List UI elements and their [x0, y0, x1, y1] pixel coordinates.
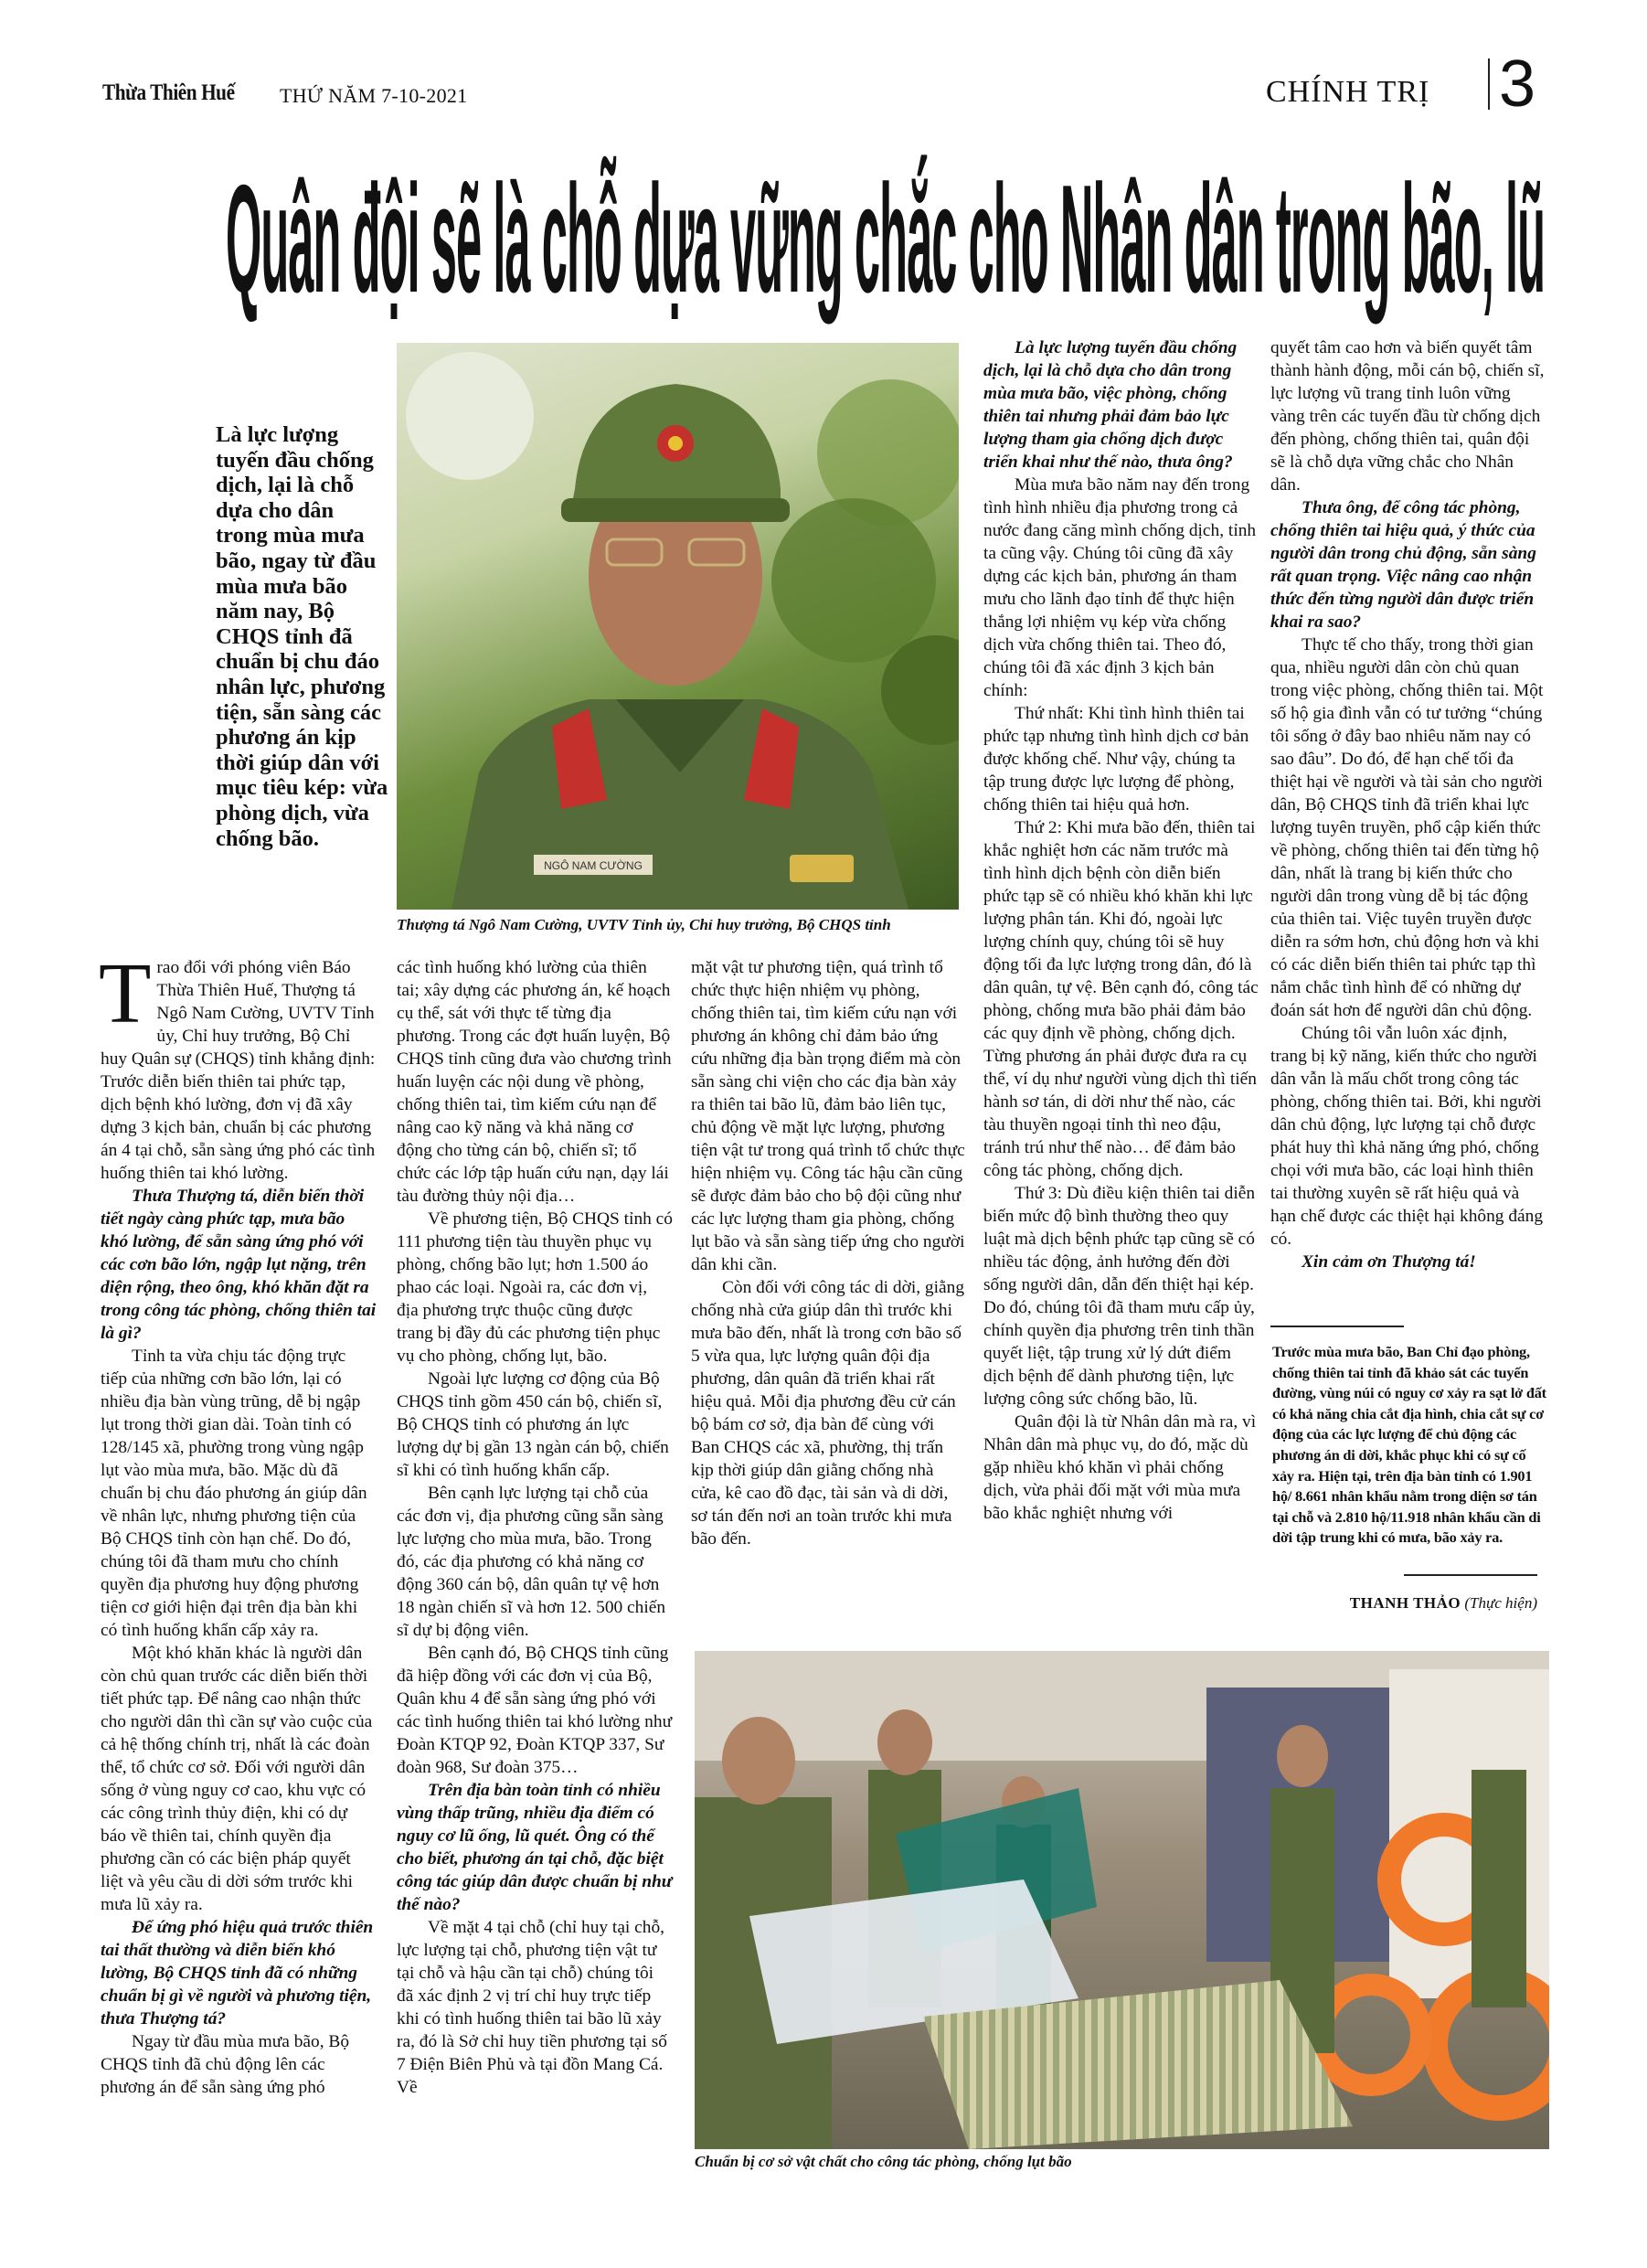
answer-paragraph: Còn đối với công tác di dời, giằng chống nhà cửa giúp dân thì trước khi mưa bão đến, nhất là trong cơn bão số 5 vừa qua, lực lượng quân đội địa phương, dân quân đã triển khai rất hiệu quả. Mỗi địa phương đều cử cán bộ bám cơ sở, địa bàn để cùng với Ban CHQS các xã, phường, thị trấn kịp thời giúp dân giằng chống nhà cửa, kê cao đồ đạc, tài sản và di dời, sơ tán đến nơi an toàn trước khi mưa bão đến. — [691, 1278, 965, 1549]
answer-paragraph: Chúng tôi vẫn luôn xác định, trang bị kỹ năng, kiến thức cho người dân vẫn là mấu chốt trong công tác phòng, chống thiên tai. Bởi, khi người dân chủ động, lực lượng tại chỗ được phát huy thì khả năng ứng phó, chống chọi với mưa bão, các loại hình thiên tai thường xuyên sẽ rất hiệu quả và hạn chế được các thiệt hại không đáng có. — [1270, 1024, 1544, 1249]
answer-paragraph: Ngoài lực lượng cơ động của Bộ CHQS tỉnh gồm 450 cán bộ, chiến sĩ, Bộ CHQS tỉnh có phương án lực lượng dự bị gần 13 ngàn cán bộ, chiến sĩ khi có tình huống khẩn cấp. — [397, 1369, 669, 1480]
newspaper-name: Thừa Thiên Huế — [102, 80, 235, 105]
answer-paragraph: Ngay từ đầu mùa mưa bão, Bộ CHQS tỉnh đã chủ động lên các phương án để sẵn sàng ứng phó — [101, 2032, 350, 2097]
byline-role: (Thực hiện) — [1464, 1594, 1537, 1612]
article-column-4 — [983, 336, 1259, 1525]
answer-paragraph: Quân đội là từ Nhân dân mà ra, vì Nhân dân mà phục vụ, do đó, mặc dù gặp nhiều khó khăn vì phải chống dịch, vừa phải đối mặt với mùa mưa bão khắc nghiệt nhưng với — [983, 1412, 1257, 1523]
answer-paragraph: Về mặt 4 tại chỗ (chỉ huy tại chỗ, lực lượng tại chỗ, phương tiện vật tư tại chỗ và hậu cần tại chỗ) chúng tôi đã xác định 2 vị trí chỉ huy trực tiếp khi có tình huống thiên tai bão lũ xảy ra, đó là Sở chỉ huy tiền phương tại số 7 Điện Biên Phủ và tại đồn Mang Cá. Về — [397, 1918, 667, 2097]
answer-paragraph: Mùa mưa bão năm nay đến trong tình hình nhiều địa phương trong cả nước đang căng mình chống dịch, tỉnh ta cũng vậy. Chúng tôi cũng đã xây dựng các kịch bản, phương án tham mưu cho lãnh đạo tỉnh để thực hiện thắng lợi nhiệm vụ kép vừa chống dịch vừa chống thiên tai. Theo đó, chúng tôi đã xác định 3 kịch bản chính: — [983, 475, 1257, 700]
closing-remark: Xin cảm ơn Thượng tá! — [1302, 1252, 1476, 1272]
issue-date: THỨ NĂM 7-10-2021 — [280, 84, 468, 107]
article-column-2 — [397, 956, 673, 2099]
answer-paragraph: Thứ 3: Dù điều kiện thiên tai diễn biến mức độ bình thường theo quy luật mà dịch bệnh phức tạp cũng sẽ có nhiều tác động, ảnh hưởng đến đời sống người dân, dẫn đến thiệt hại kép. Do đó, chúng tôi đã tham mưu cấp ủy, chính quyền địa phương trên tinh thần quyết liệt, tập trung xử lý dứt điểm dịch bệnh để dành phương tiện, lực lượng công sức chống bão, lũ. — [983, 1184, 1256, 1409]
soldiers-supplies-illustration — [695, 1651, 1549, 2149]
paragraph-text: rao đổi với phóng viên Báo Thừa Thiên Huế, Thượng tá Ngô Nam Cường, UVTV Tỉnh ủy, Chỉ huy trưởng, Bộ Chỉ huy Quân sự (CHQS) tỉnh khẳng định: Trước diễn biến thiên tai phức tạp, dịch bệnh khó lường, đơn vị đã xây dựng 3 kịch bản, chuẩn bị các phương án 4 tại chỗ, sẵn sàng ứng phó các tình huống thiên tai khó lường. — [101, 958, 376, 1183]
byline-author: THANH THẢO — [1349, 1594, 1461, 1612]
opening-paragraph — [99, 946, 377, 1185]
section-title: CHÍNH TRỊ — [1266, 75, 1430, 109]
article-lead: Là lực lượng tuyến đầu chống dịch, lại là chỗ dựa cho dân trong mùa mưa bão, ngay từ đầu mùa mưa bão năm nay, Bộ CHQS tỉnh đã chuẩn bị chu đáo nhân lực, phương tiện, sẵn sàng các phương án kịp thời giúp dân với mục tiêu kép: vừa phòng dịch, vừa chống bão. — [216, 422, 388, 851]
answer-paragraph: Tỉnh ta vừa chịu tác động trực tiếp của những cơn bão lớn, lại có nhiều địa bàn vùng trũng, dễ bị ngập lụt trong thời gian dài. Toàn tỉnh có 128/145 xã, phường trong vùng ngập lụt vào mùa mưa, bão. Mặc dù đã chuẩn bị chu đáo phương án giúp dân về nhân lực, nhưng phương tiện của Bộ CHQS tỉnh còn hạn chế. Do đó, chúng tôi đã tham mưu cho chính quyền địa phương huy động phương tiện cơ giới hiện đại trên địa bàn khi có tình huống khẩn cấp xảy ra. — [101, 1347, 367, 1640]
drop-cap: T — [99, 946, 152, 1041]
box-bottom-rule — [1404, 1574, 1537, 1576]
paragraph-continued: các tình huống khó lường của thiên tai; xây dựng các phương án, kế hoạch cụ thể, sát với thực tế từng địa phương. Trong các đợt huấn luyện, Bộ CHQS tỉnh cũng đưa vào chương trình huấn luyện các nội dung về phòng, chống thiên tai, tìm kiếm cứu nạn để nâng cao kỹ năng và khả năng cơ động cho từng cán bộ, chiến sĩ; tổ chức các lớp tập huấn cứu nạn, dạy lái tàu đường thủy nội địa… — [397, 958, 672, 1206]
header-divider — [1488, 59, 1490, 110]
answer-paragraph: Thực tế cho thấy, trong thời gian qua, nhiều người dân còn chủ quan trong việc phòng, chống thiên tai. Một số hộ gia đình vẫn có tư tưởng “chúng tôi sống ở đây bao nhiêu năm nay có sao đâu”. Do đó, để hạn chế tối đa thiệt hại về người và tài sản cho người dân, Bộ CHQS tỉnh đã triển khai lực lượng tuyên truyền, phổ cập kiến thức về phòng, chống thiên tai đến từng hộ dân, nhất là trang bị kiến thức cho người dân trong vùng dễ bị tác động của thiên tai. Việc tuyên truyền được diễn ra sớm hơn, chủ động hơn và khi có các diễn biến thiên tai phức tạp thì nắm chắc tình hình để có những dự đoán sát hơn để người dân chủ động. — [1270, 635, 1544, 1020]
article-column-5 — [1270, 336, 1546, 1273]
answer-paragraph: Bên cạnh lực lượng tại chỗ của các đơn vị, địa phương cũng sẵn sàng lực lượng cho mùa mưa, bão. Trong đó, các địa phương có khả năng cơ động 360 cán bộ, dân quân tự vệ hơn 18 ngàn chiến sĩ và hơn 12. 500 chiến sĩ dự bị động viên. — [397, 1484, 666, 1640]
paragraph-continued: quyết tâm cao hơn và biến quyết tâm thành hành động, mỗi cán bộ, chiến sĩ, lực lượng vũ trang tỉnh luôn vững vàng trên các tuyến đầu từ chống dịch đến phòng, chống thiên tai, quân đội sẽ là chỗ dựa vững chắc cho Nhân dân. — [1270, 338, 1545, 495]
page-number: 3 — [1499, 48, 1536, 121]
interview-question: Thưa ông, để công tác phòng, chống thiên tai hiệu quả, ý thức của người dân trong chủ động, sẵn sàng rất quan trọng. Việc nâng cao nhận thức đến từng người dân được triển khai ra sao? — [1270, 498, 1536, 632]
interview-question: Trên địa bàn toàn tỉnh có nhiều vùng thấp trũng, nhiều địa điểm có nguy cơ lũ ống, lũ quét. Ông có thể cho biết, phương án tại chỗ, đặc biệt công tác giúp dân được chuẩn bị như thế nào? — [397, 1781, 673, 1914]
supplies-caption: Chuẩn bị cơ sở vật chất cho công tác phòng, chống lụt bão — [695, 2153, 1072, 2170]
article-column-3 — [691, 956, 967, 1550]
answer-paragraph: Bên cạnh đó, Bộ CHQS tỉnh cũng đã hiệp đồng với các đơn vị của Bộ, Quân khu 4 để sẵn sàng ứng phó với các tình huống thiên tai khó lường như Đoàn KTQP 92, Đoàn KTQP 337, Sư đoàn 968, Sư đoàn 375… — [397, 1644, 673, 1777]
paragraph-continued: mặt vật tư phương tiện, quá trình tổ chức thực hiện nhiệm vụ phòng, chống thiên tai, tìm kiếm cứu nạn với phương án không chỉ đảm bảo ứng cứu những địa bàn trọng điểm mà còn sẵn sàng chi viện cho các địa bàn xảy ra thiên tai bão lũ, đảm bảo liên tục, chủ động về mặt lực lượng, phương tiện vật tư trong quá trình tổ chức thực hiện nhiệm vụ. Công tác hậu cần cũng sẽ được đảm bảo cho bộ đội cũng như các lực lượng tham gia phòng, chống lụt bão và sẵn sàng tiếp ứng cho người dân khi cần. — [691, 958, 965, 1274]
answer-paragraph: Thứ nhất: Khi tình hình thiên tai phức tạp nhưng tình hình dịch cơ bản được khống chế. Như vậy, chúng ta tập trung được lực lượng để phòng, chống thiên tai hiệu quả hơn. — [983, 704, 1249, 815]
article-column-1 — [99, 946, 377, 2099]
byline — [1316, 1594, 1537, 1613]
nametag-text: NGÔ NAM CƯỜNG — [544, 859, 643, 872]
interview-question: Thưa Thượng tá, diễn biến thời tiết ngày càng phức tạp, mưa bão khó lường, để sẵn sàng ứng phó với các cơn bão lớn, ngập lụt nặng, trên diện rộng, theo ông, khó khăn đặt ra trong công tác phòng, chống thiên tai là gì? — [101, 1187, 377, 1343]
interview-question: Để ứng phó hiệu quả trước thiên tai thất thường và diễn biến khó lường, Bộ CHQS tỉnh đã có những chuẩn bị gì về người và phương tiện, thưa Thượng tá? — [101, 1918, 374, 2028]
answer-paragraph: Một khó khăn khác là người dân còn chủ quan trước các diễn biến thời tiết phức tạp. Để nâng cao nhận thức cho người dân thì cần sự vào cuộc của cả hệ thống chính trị, nhất là các đoàn thể, tổ chức cơ sở. Đối với người dân sống ở vùng nguy cơ cao, khu vực có các công trình thủy điện, khi có dự báo về thiên tai, chính quyền địa phương cần có các biện pháp quyết liệt và yêu cầu di dời sớm trước khi mưa lũ xảy ra. — [101, 1644, 373, 1914]
interview-question: Là lực lượng tuyến đầu chống dịch, lại là chỗ dựa cho dân trong mùa mưa bão, việc phòng, chống thiên tai nhưng phải đảm bảo lực lượng tham gia chống dịch được triển khai như thế nào, thưa ông? — [983, 338, 1238, 472]
supplies-photo — [695, 1651, 1549, 2149]
portrait-photo — [397, 343, 959, 910]
headline: Quân đội sẽ là chỗ dựa vững chắc cho Nhân dân trong bão, lũ — [226, 153, 1546, 325]
soldier-portrait-illustration — [397, 343, 959, 910]
answer-paragraph: Về phương tiện, Bộ CHQS tỉnh có 111 phương tiện tàu thuyền phục vụ phòng, chống bão lụt; hơn 1.500 áo phao các loại. Ngoài ra, các đơn vị, địa phương trực thuộc cũng được trang bị đầy đủ các phương tiện phục vụ cho phòng, chống lụt, bão. — [397, 1209, 673, 1366]
portrait-caption: Thượng tá Ngô Nam Cường, UVTV Tỉnh ủy, Chỉ huy trưởng, Bộ CHQS tỉnh — [397, 916, 891, 933]
info-box: Trước mùa mưa bão, Ban Chỉ đạo phòng, chống thiên tai tỉnh đã khảo sát các tuyến đường, vùng núi có nguy cơ xảy ra sạt lở đất có khả năng chia cắt địa hình, chia cắt sự cơ động của các lực lượng để chủ động các phương án di dời, khắc phục khi có sự cố xảy ra. Hiện tại, trên địa bàn tỉnh có 1.901 hộ/ 8.661 nhân khẩu nằm trong diện sơ tán tại chỗ và 2.810 hộ/11.918 nhân khẩu cần di dời tập trung khi có mưa, bão xảy ra. — [1272, 1343, 1546, 1547]
box-top-rule — [1270, 1326, 1404, 1327]
answer-paragraph: Thứ 2: Khi mưa bão đến, thiên tai khắc nghiệt hơn các năm trước mà tình hình dịch bệnh còn diễn biến phức tạp sẽ có nhiều khó khăn khi lực lượng phân tán. Khi đó, ngoài lực lượng chính quy, chúng tôi sẽ huy động tối đa lực lượng trong dân, đó là dân quân, tự vệ. Bên cạnh đó, công tác phòng, chống mưa bão phải đảm bảo các quy định về phòng, chống dịch. Từng phương án phải được đưa ra cụ thể, ví dụ như người vùng dịch thì tiến hành sơ tán, di dời như thế nào, các tàu thuyền ngoại tỉnh thì neo đậu, tránh trú như thế nào… để đảm bảo công tác phòng, chống dịch. — [983, 818, 1259, 1180]
